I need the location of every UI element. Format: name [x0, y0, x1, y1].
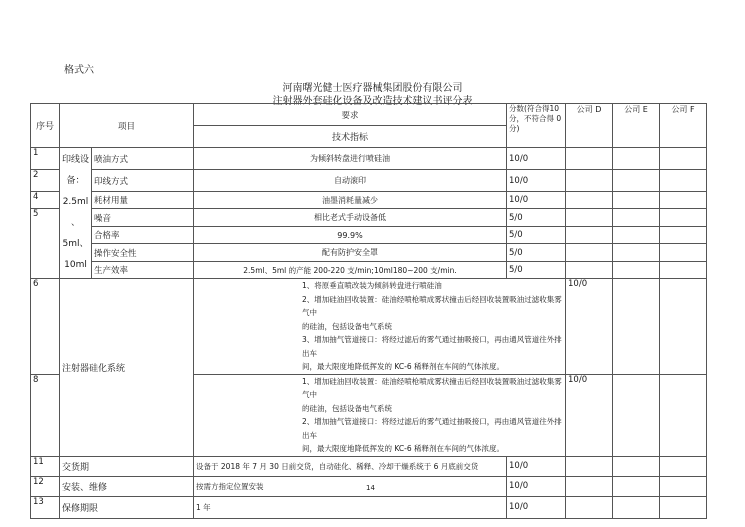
item-name: 生产效率 [92, 262, 194, 279]
document-subtitle: 注射器外套硅化设备及改造技术建议书评分表 [272, 96, 473, 107]
score: 5/0 [507, 227, 566, 244]
req-line: 3、增加抽气管道接口：将经过滤后的雾气通过抽吸接口，再由通风管道往外排出车 [302, 335, 562, 358]
requirement-block [194, 374, 566, 456]
req-line: 2、增加硅油回收装置：硅油经喷枪喷成雾状撞击后经回收装置吸油过滤收集雾气中 [302, 294, 562, 317]
item-name: 安装、维修 [60, 476, 194, 496]
merged-item-name: 注射器硅化系统 [60, 279, 194, 457]
score: 10/0 [507, 496, 566, 518]
scoring-table [30, 103, 707, 519]
requirement: 油墨消耗量减少 [194, 192, 507, 209]
table-row [31, 244, 707, 262]
requirement: 为倾斜转盘进行喷硅油 [194, 148, 507, 170]
requirement: 按需方指定位置安装 [194, 476, 507, 496]
row-number: 8 [31, 374, 60, 456]
req-line: 间，最大限度地降低挥发的 KC-6 稀释剂在车间的气体浓度。 [302, 362, 505, 371]
score: 10/0 [566, 279, 613, 375]
table-row [31, 279, 707, 375]
table-row [31, 170, 707, 192]
row-number: 2 [31, 170, 60, 192]
requirement: 2.5ml、5ml 的产能 200-220 支/min;10ml180~200 支/min. [194, 262, 507, 279]
item-name: 噪音 [92, 209, 194, 227]
col-company-e: 公司 E [613, 104, 660, 148]
score: 10/0 [507, 148, 566, 170]
col-seq-header: 序号 [31, 104, 60, 148]
page-number: 14 [366, 484, 375, 492]
requirement: 99.9% [194, 227, 507, 244]
row-number: 11 [31, 456, 60, 476]
col-company-f: 公司 F [660, 104, 707, 148]
req-line: 2、增加抽气管道接口：将经过滤后的雾气通过抽吸接口，再由通风管道往外排出车 [302, 417, 562, 440]
table-row [31, 209, 707, 227]
col-item-header: 项目 [60, 104, 194, 148]
table-row [31, 192, 707, 209]
score: 10/0 [507, 170, 566, 192]
score: 5/0 [507, 209, 566, 227]
row-number: 4 [31, 192, 60, 209]
requirement-block [194, 279, 566, 375]
row-number: 5 [31, 209, 60, 279]
item-name: 交货期 [60, 456, 194, 476]
company-title: 河南曙光健士医疗器械集团股份有限公司 [282, 83, 463, 94]
table-row [31, 148, 707, 170]
table-row [31, 227, 707, 244]
group-label: 印线设备：2.5ml 、5ml、10ml [60, 148, 92, 279]
item-name: 合格率 [92, 227, 194, 244]
item-name: 操作安全性 [92, 244, 194, 262]
col-score-header: 分数(符合得10 分，不符合得 0 分) [507, 104, 566, 148]
req-line: 1、将原垂直喷改装为倾斜转盘进行喷硅油 [302, 281, 442, 290]
score: 10/0 [507, 456, 566, 476]
req-line: 1、增加硅油回收装置：硅油经喷枪喷成雾状撞击后经回收装置吸油过滤收集雾气中 [302, 376, 562, 399]
req-line: 的硅油，包括设备电气系统 [302, 321, 393, 331]
table-row [31, 262, 707, 279]
item-name: 耗材用量 [92, 192, 194, 209]
req-line: 间，最大限度地降低挥发的 KC-6 稀释剂在车间的气体浓度。 [302, 444, 505, 453]
row-number: 12 [31, 476, 60, 496]
item-name: 喷油方式 [92, 148, 194, 170]
requirement: 配有防护安全罩 [194, 244, 507, 262]
row-number: 1 [31, 148, 60, 170]
col-tech-header: 技术指标 [194, 126, 507, 148]
score: 10/0 [507, 476, 566, 496]
col-req-header: 要求 [194, 104, 507, 126]
item-name: 印线方式 [92, 170, 194, 192]
item-name: 保修期限 [60, 496, 194, 518]
table-row [31, 496, 707, 518]
table-row [31, 456, 707, 476]
req-line: 的硅油，包括设备电气系统 [302, 403, 393, 413]
row-number: 13 [31, 496, 60, 518]
requirement: 自动滚印 [194, 170, 507, 192]
score: 10/0 [566, 374, 613, 456]
score: 10/0 [507, 192, 566, 209]
requirement: 1 年 [194, 496, 507, 518]
score: 5/0 [507, 262, 566, 279]
score: 5/0 [507, 244, 566, 262]
requirement: 设备于 2018 年 7 月 30 日前交货，自动硅化、稀释、冷却干燥系统于 6 月底前交货 [194, 456, 507, 476]
row-number: 6 [31, 279, 60, 375]
format-label: 格式六 [64, 65, 94, 76]
col-company-d: 公司 D [566, 104, 613, 148]
requirement: 相比老式手动设备低 [194, 209, 507, 227]
